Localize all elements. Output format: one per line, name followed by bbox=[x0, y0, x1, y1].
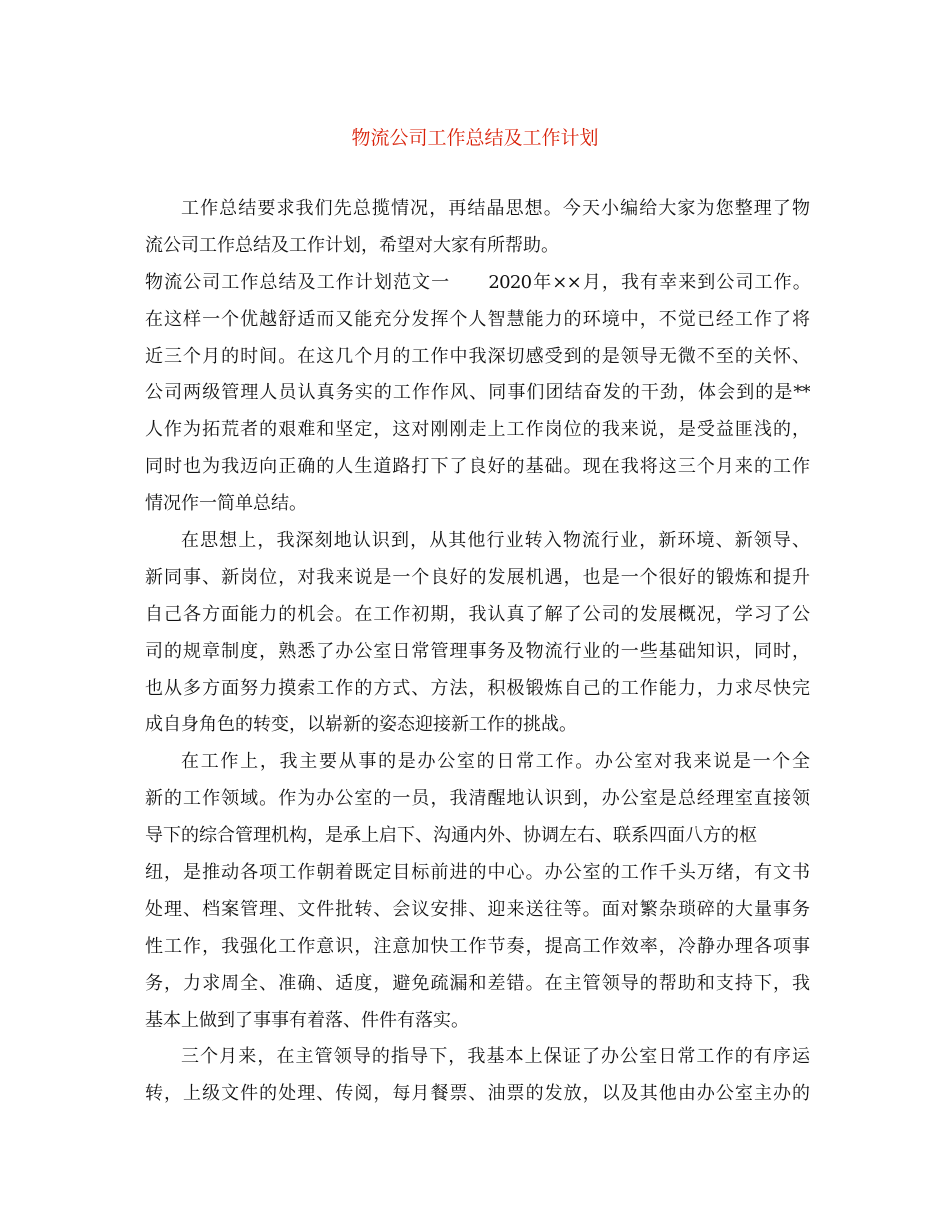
document-body bbox=[145, 191, 810, 1113]
text-line: 公司两级管理人员认真务实的工作作风、同事们团结奋发的干劲，体会到的是** bbox=[145, 382, 810, 404]
text-line: 也从多方面努力摸索工作的方式、方法，积极锻炼自己的工作能力，力求尽快完 bbox=[145, 677, 810, 699]
text-line: 三个月来，在主管领导的指导下，我基本上保证了办公室日常工作的有序运 bbox=[181, 1046, 810, 1068]
text-line: 纽，是推动各项工作朝着既定目标前进的中心。办公室的工作千头万绪，有文书 bbox=[145, 862, 810, 884]
text-line: 近三个月的时间。在这几个月的工作中我深切感受到的是领导无微不至的关怀、 bbox=[145, 345, 810, 367]
text-line: 物流公司工作总结及工作计划范文一 2020年××月，我有幸来到公司工作。 bbox=[145, 271, 810, 293]
text-line: 自己各方面能力的机会。在工作初期，我认真了解了公司的发展概况，学习了公 bbox=[145, 603, 810, 625]
text-line: 工作总结要求我们先总揽情况，再结晶思想。今天小编给大家为您整理了物 bbox=[181, 198, 810, 219]
text-line: 新的工作领域。作为办公室的一员，我清醒地认识到，办公室是总经理室直接领 bbox=[145, 788, 810, 810]
text-line: 流公司工作总结及工作计划，希望对大家有所帮助。 bbox=[145, 234, 559, 256]
text-line: 司的规章制度，熟悉了办公室日常管理事务及物流行业的一些基础知识，同时， bbox=[145, 640, 810, 662]
text-line: 性工作，我强化工作意识，注意加快工作节奏，提高工作效率，冷静办理各项事 bbox=[145, 935, 810, 957]
text-line: 处理、档案管理、文件批转、会议安排、迎来送往等。面对繁杂琐碎的大量事务 bbox=[145, 898, 810, 920]
document-title: 物流公司工作总结及工作计划 bbox=[351, 127, 599, 149]
text-line: 在工作上，我主要从事的是办公室的日常工作。办公室对我来说是一个全 bbox=[181, 751, 810, 773]
text-line: 人作为拓荒者的艰难和坚定，这对刚刚走上工作岗位的我来说，是受益匪浅的， bbox=[145, 419, 810, 441]
text-line: 同时也为我迈向正确的人生道路打下了良好的基础。现在我将这三个月来的工作 bbox=[145, 456, 810, 478]
text-line: 在思想上，我深刻地认识到，从其他行业转入物流行业，新环境、新领导、 bbox=[181, 530, 810, 552]
text-line: 情况作一简单总结。 bbox=[145, 493, 307, 515]
text-line: 在这样一个优越舒适而又能充分发挥个人智慧能力的环境中，不觉已经工作了将 bbox=[145, 308, 810, 330]
text-line: 新同事、新岗位，对我来说是一个良好的发展机遇，也是一个很好的锻炼和提升 bbox=[145, 566, 810, 588]
text-line: 转，上级文件的处理、传阅，每月餐票、油票的发放，以及其他由办公室主办的 bbox=[145, 1083, 810, 1105]
text-line: 成自身角色的转变，以崭新的姿态迎接新工作的挑战。 bbox=[145, 714, 577, 736]
text-line: 务，力求周全、准确、适度，避免疏漏和差错。在主管领导的帮助和支持下，我 bbox=[145, 972, 810, 994]
text-line: 导下的综合管理机构，是承上启下、沟通内外、协调左右、联系四面八方的枢 bbox=[145, 825, 757, 847]
text-line: 基本上做到了事事有着落、件件有落实。 bbox=[145, 1009, 469, 1031]
